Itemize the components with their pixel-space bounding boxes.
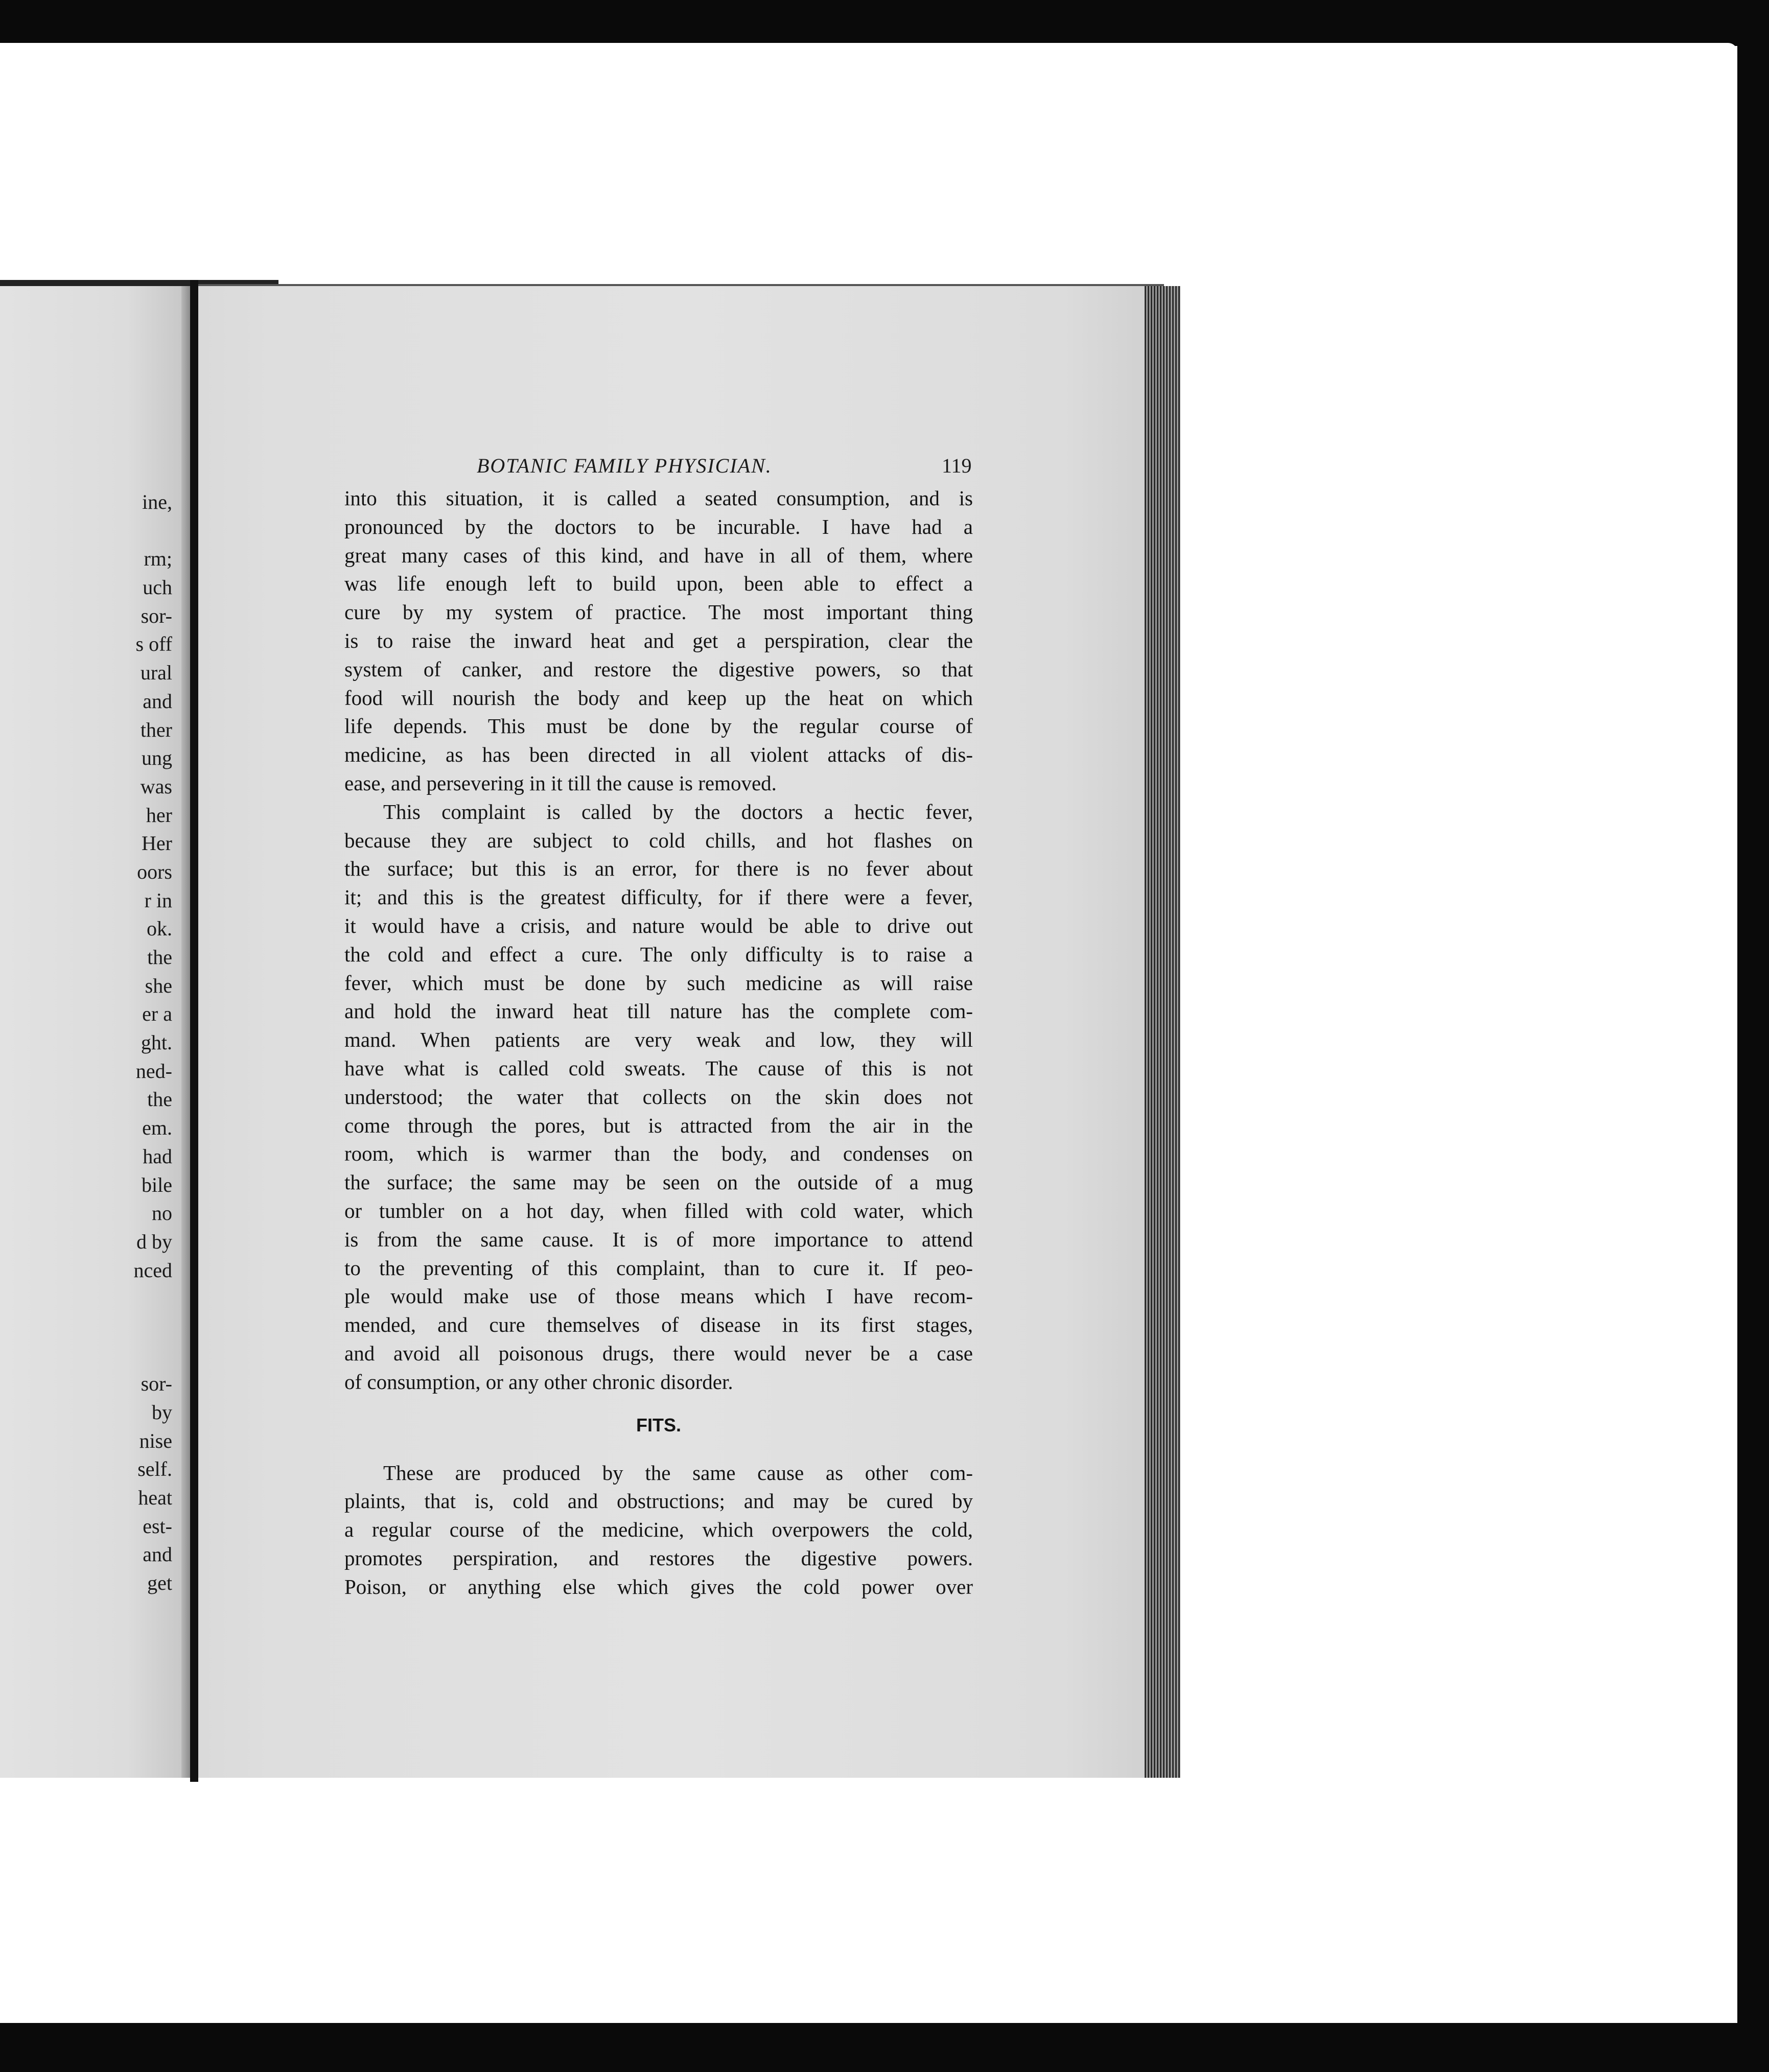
left-page-line-fragment — [0, 1284, 172, 1313]
left-page-line-fragment: est- — [143, 1514, 172, 1538]
text-line: medicine, as has been directed in all violent attacks of dis- — [344, 743, 973, 767]
left-page-line-fragment: the — [147, 1088, 172, 1111]
page-block-edges — [1145, 286, 1180, 1778]
text-line: come through the pores, but is attracted from the air in the — [344, 1113, 973, 1137]
left-page-line-fragment: heat — [138, 1486, 172, 1510]
left-page-line-fragment: sor- — [141, 1372, 172, 1396]
left-page-line-fragment: d by — [136, 1230, 172, 1253]
left-page-line-fragment: ned- — [135, 1059, 172, 1082]
text-line: fever, which must be done by such medicine as will raise — [344, 971, 973, 995]
paragraph-hectic-fever — [344, 798, 973, 1397]
book-spine — [190, 280, 198, 1782]
text-line: was life enough left to build upon, been able to effect a — [344, 572, 973, 596]
left-page-line-fragment: get — [147, 1571, 172, 1595]
text-line: mand. When patients are very weak and low, they will — [344, 1028, 973, 1052]
text-line: These are produced by the same cause as other com- — [383, 1461, 973, 1485]
left-page-line-fragment: her — [146, 803, 172, 827]
text-line: life depends. This must be done by the regular course of — [344, 714, 973, 738]
left-page-line-fragment: and — [143, 1543, 172, 1566]
text-line: into this situation, it is called a seated consumption, and is — [344, 486, 973, 510]
text-line: because they are subject to cold chills, and hot flashes on — [344, 828, 973, 852]
text-line: it would have a crisis, and nature would be able to drive out — [344, 913, 973, 937]
left-page-line-fragment: ght. — [141, 1031, 172, 1054]
text-line: is from the same cause. It is of more importance to attend — [344, 1227, 973, 1251]
left-page-line-fragment: self. — [137, 1457, 172, 1481]
left-facing-page — [0, 286, 181, 1778]
left-page-line-fragment: by — [152, 1401, 172, 1424]
left-page-line-fragment: ine, — [142, 490, 172, 513]
text-line: of consumption, or any other chronic disorder. — [344, 1370, 733, 1394]
left-page-line-fragment: r in — [144, 888, 172, 912]
text-line: ple would make use of those means which I have recom- — [344, 1284, 973, 1308]
left-page-line-fragment: oors — [137, 860, 172, 883]
left-page-line-fragment: bile — [142, 1173, 172, 1196]
text-line: the surface; the same may be seen on the outside of a mug — [344, 1170, 973, 1194]
text-line: cure by my system of practice. The most important thing — [344, 600, 973, 624]
left-page-line-fragment: sor- — [141, 604, 172, 627]
left-page-line-fragment: the — [147, 946, 172, 969]
running-head — [198, 454, 1159, 484]
text-line: food will nourish the body and keep up the heat on which — [344, 686, 973, 710]
main-page — [198, 286, 1159, 1778]
section-heading-fits: FITS. — [636, 1414, 681, 1435]
text-line: is to raise the inward heat and get a perspiration, clear the — [344, 628, 973, 652]
paragraph-fits — [344, 1459, 973, 1602]
text-line: Poison, or anything else which gives the cold power over — [344, 1574, 973, 1598]
text-line: and avoid all poisonous drugs, there would never be a case — [344, 1341, 973, 1365]
left-page-line-fragment: em. — [142, 1116, 172, 1140]
left-page-line-fragment: ok. — [147, 917, 172, 940]
text-line: and hold the inward heat till nature has the complete com- — [344, 999, 973, 1023]
text-line: great many cases of this kind, and have in all of them, where — [344, 543, 973, 567]
paragraph-consumption — [344, 484, 973, 798]
left-page-line-fragment: uch — [143, 576, 172, 599]
text-line: This complaint is called by the doctors a hectic fever, — [383, 799, 973, 823]
text-line: system of canker, and restore the digestive powers, so that — [344, 657, 973, 681]
text-line: promotes perspiration, and restores the digestive powers. — [344, 1546, 973, 1570]
text-line: the cold and effect a cure. The only difficulty is to raise a — [344, 942, 973, 966]
text-line: the surface; but this is an error, for there is no fever about — [344, 857, 973, 881]
left-page-line-fragment: er a — [142, 1002, 172, 1026]
text-line: have what is called cold sweats. The cause of this is not — [344, 1056, 973, 1080]
gutter-shadow — [181, 286, 191, 1778]
text-line: plaints, that is, cold and obstructions; and may be cured by — [344, 1489, 973, 1513]
left-page-line-fragment: she — [145, 974, 172, 997]
running-title: BOTANIC FAMILY PHYSICIAN. — [477, 454, 772, 477]
scan-border-bottom — [0, 2023, 1769, 2072]
text-line: understood; the water that collects on the skin does not — [344, 1085, 973, 1109]
text-line: room, which is warmer than the body, and condenses on — [344, 1142, 973, 1166]
scan-border-top — [0, 0, 1769, 46]
text-line: ease, and persevering in it till the cause is removed. — [344, 771, 777, 795]
text-line: or tumbler on a hot day, when filled with cold water, which — [344, 1198, 973, 1222]
left-page-line-fragment: ung — [142, 746, 172, 770]
text-line: it; and this is the greatest difficulty, for if there were a fever, — [344, 885, 973, 909]
text-line: to the preventing of this complaint, than to cure it. If peo- — [344, 1256, 973, 1280]
left-page-line-fragment — [0, 1313, 172, 1341]
left-page-line-fragment: and — [143, 689, 172, 713]
page-number: 119 — [942, 454, 972, 477]
left-page-text-fragments — [0, 488, 172, 1597]
left-page-line-fragment: ther — [140, 718, 172, 741]
left-page-line-fragment: had — [143, 1144, 172, 1168]
text-line: pronounced by the doctors to be incurable. I have had a — [344, 514, 973, 538]
body-text — [344, 484, 973, 1601]
left-page-line-fragment: rm; — [144, 547, 172, 571]
text-line: mended, and cure themselves of disease in its first stages, — [344, 1313, 973, 1337]
left-page-line-fragment: s off — [135, 632, 172, 656]
text-line: a regular course of the medicine, which overpowers the cold, — [344, 1518, 973, 1542]
left-page-line-fragment — [0, 516, 172, 545]
scan-border-right — [1737, 41, 1769, 2028]
left-page-line-fragment: no — [152, 1202, 172, 1225]
left-page-line-fragment: was — [140, 774, 172, 798]
left-page-line-fragment: Her — [142, 832, 172, 855]
left-page-line-fragment: nced — [133, 1258, 172, 1282]
left-page-line-fragment: nise — [139, 1429, 172, 1452]
left-page-line-fragment: ural — [140, 661, 172, 685]
left-page-line-fragment — [0, 1341, 172, 1370]
